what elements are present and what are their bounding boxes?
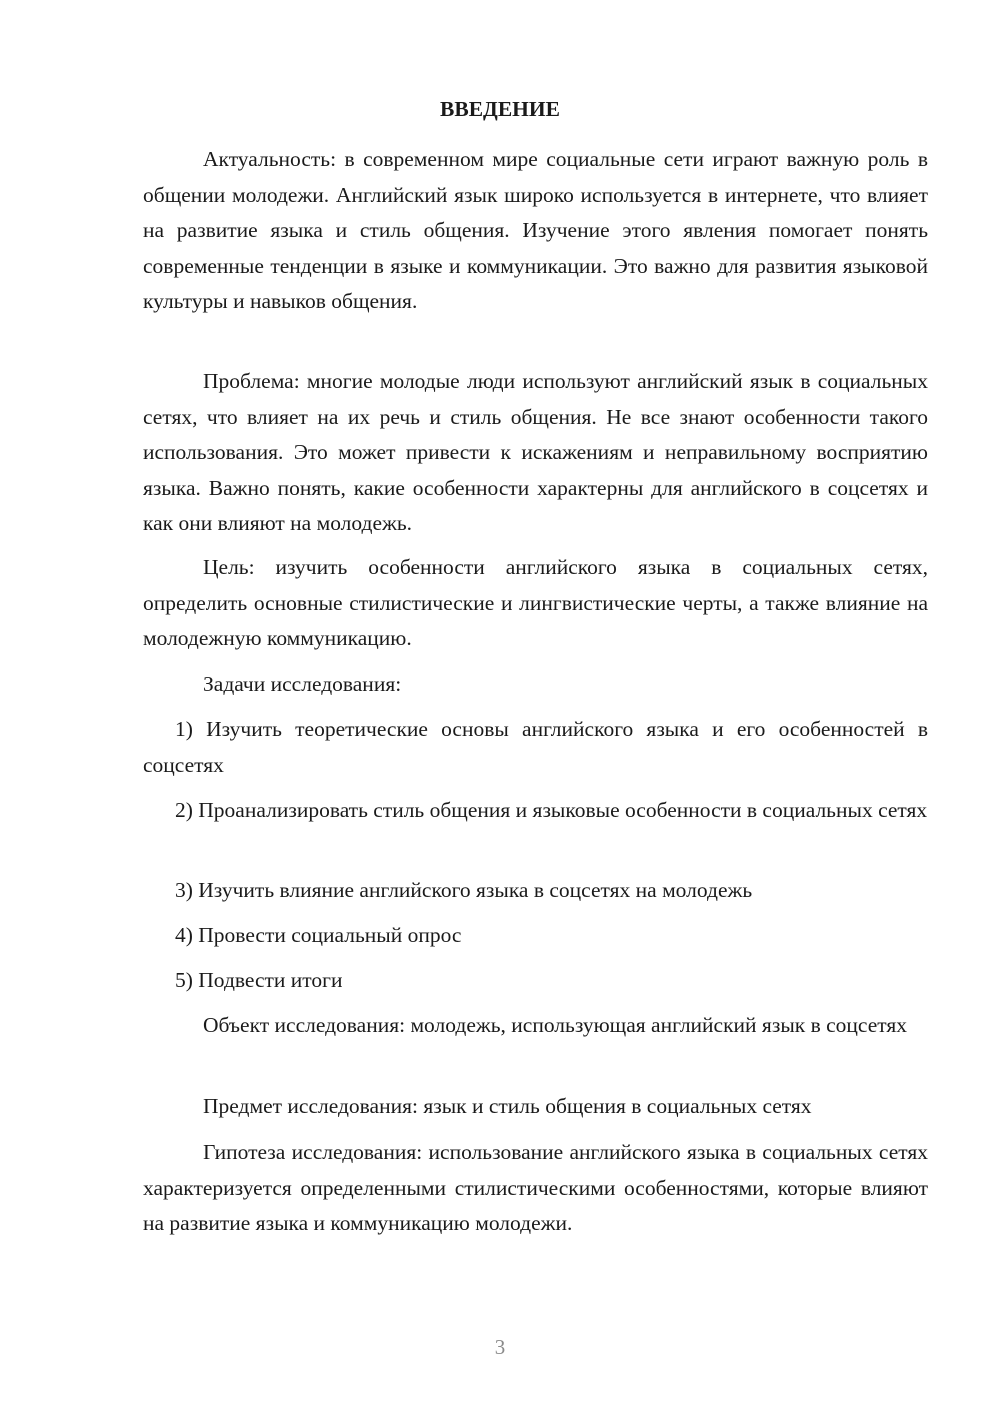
paragraph-relevance: Актуальность: в современном мире социальные сети играют важную роль в общении молодежи. Английский язык широко используется в интернете, что влияет на развитие языка и стиль общения. Изучение этого явления помогает понять современные тенденции в языке и коммуникации. Это важно для развития языковой культуры и навыков общения. xyxy=(143,147,928,313)
paragraph-hypothesis: Гипотеза исследования: использование английского языка в социальных сетях характеризуется определенными стилистическими особенностями, которые влияют на развитие языка и коммуникацию молодежи. xyxy=(143,1140,928,1235)
task-item-3: 3) Изучить влияние английского языка в соцсетях на молодежь xyxy=(175,878,753,902)
task-item-5: 5) Подвести итоги xyxy=(175,968,343,992)
task-item-4: 4) Провести социальный опрос xyxy=(175,923,462,947)
tasks-heading: Задачи исследования: xyxy=(203,672,402,696)
paragraph-object: Объект исследования: молодежь, использующая английский язык в соцсетях xyxy=(203,1013,908,1037)
paragraph-subject: Предмет исследования: язык и стиль общения в социальных сетях xyxy=(203,1094,812,1118)
paragraph-problem: Проблема: многие молодые люди используют английский язык в социальных сетях, что влияет на их речь и стиль общения. Не все знают особенности такого использования. Это может привести к искажениям и неправильному восприятию языка. Важно понять, какие особенности характерны для английского в соцсетях и как они влияют на молодежь. xyxy=(143,369,928,535)
page-title: ВВЕДЕНИЕ xyxy=(440,97,560,121)
paragraph-goal: Цель: изучить особенности английского языка в социальных сетях, определить основные стилистические и лингвистические черты, а также влияние на молодежную коммуникацию. xyxy=(143,555,928,650)
task-item-2: 2) Проанализировать стиль общения и языковые особенности в социальных сетях xyxy=(175,798,928,822)
task-item-1: 1) Изучить теоретические основы английского языка и его особенностей в соцсетях xyxy=(143,717,928,777)
page-number: 3 xyxy=(494,1335,506,1359)
